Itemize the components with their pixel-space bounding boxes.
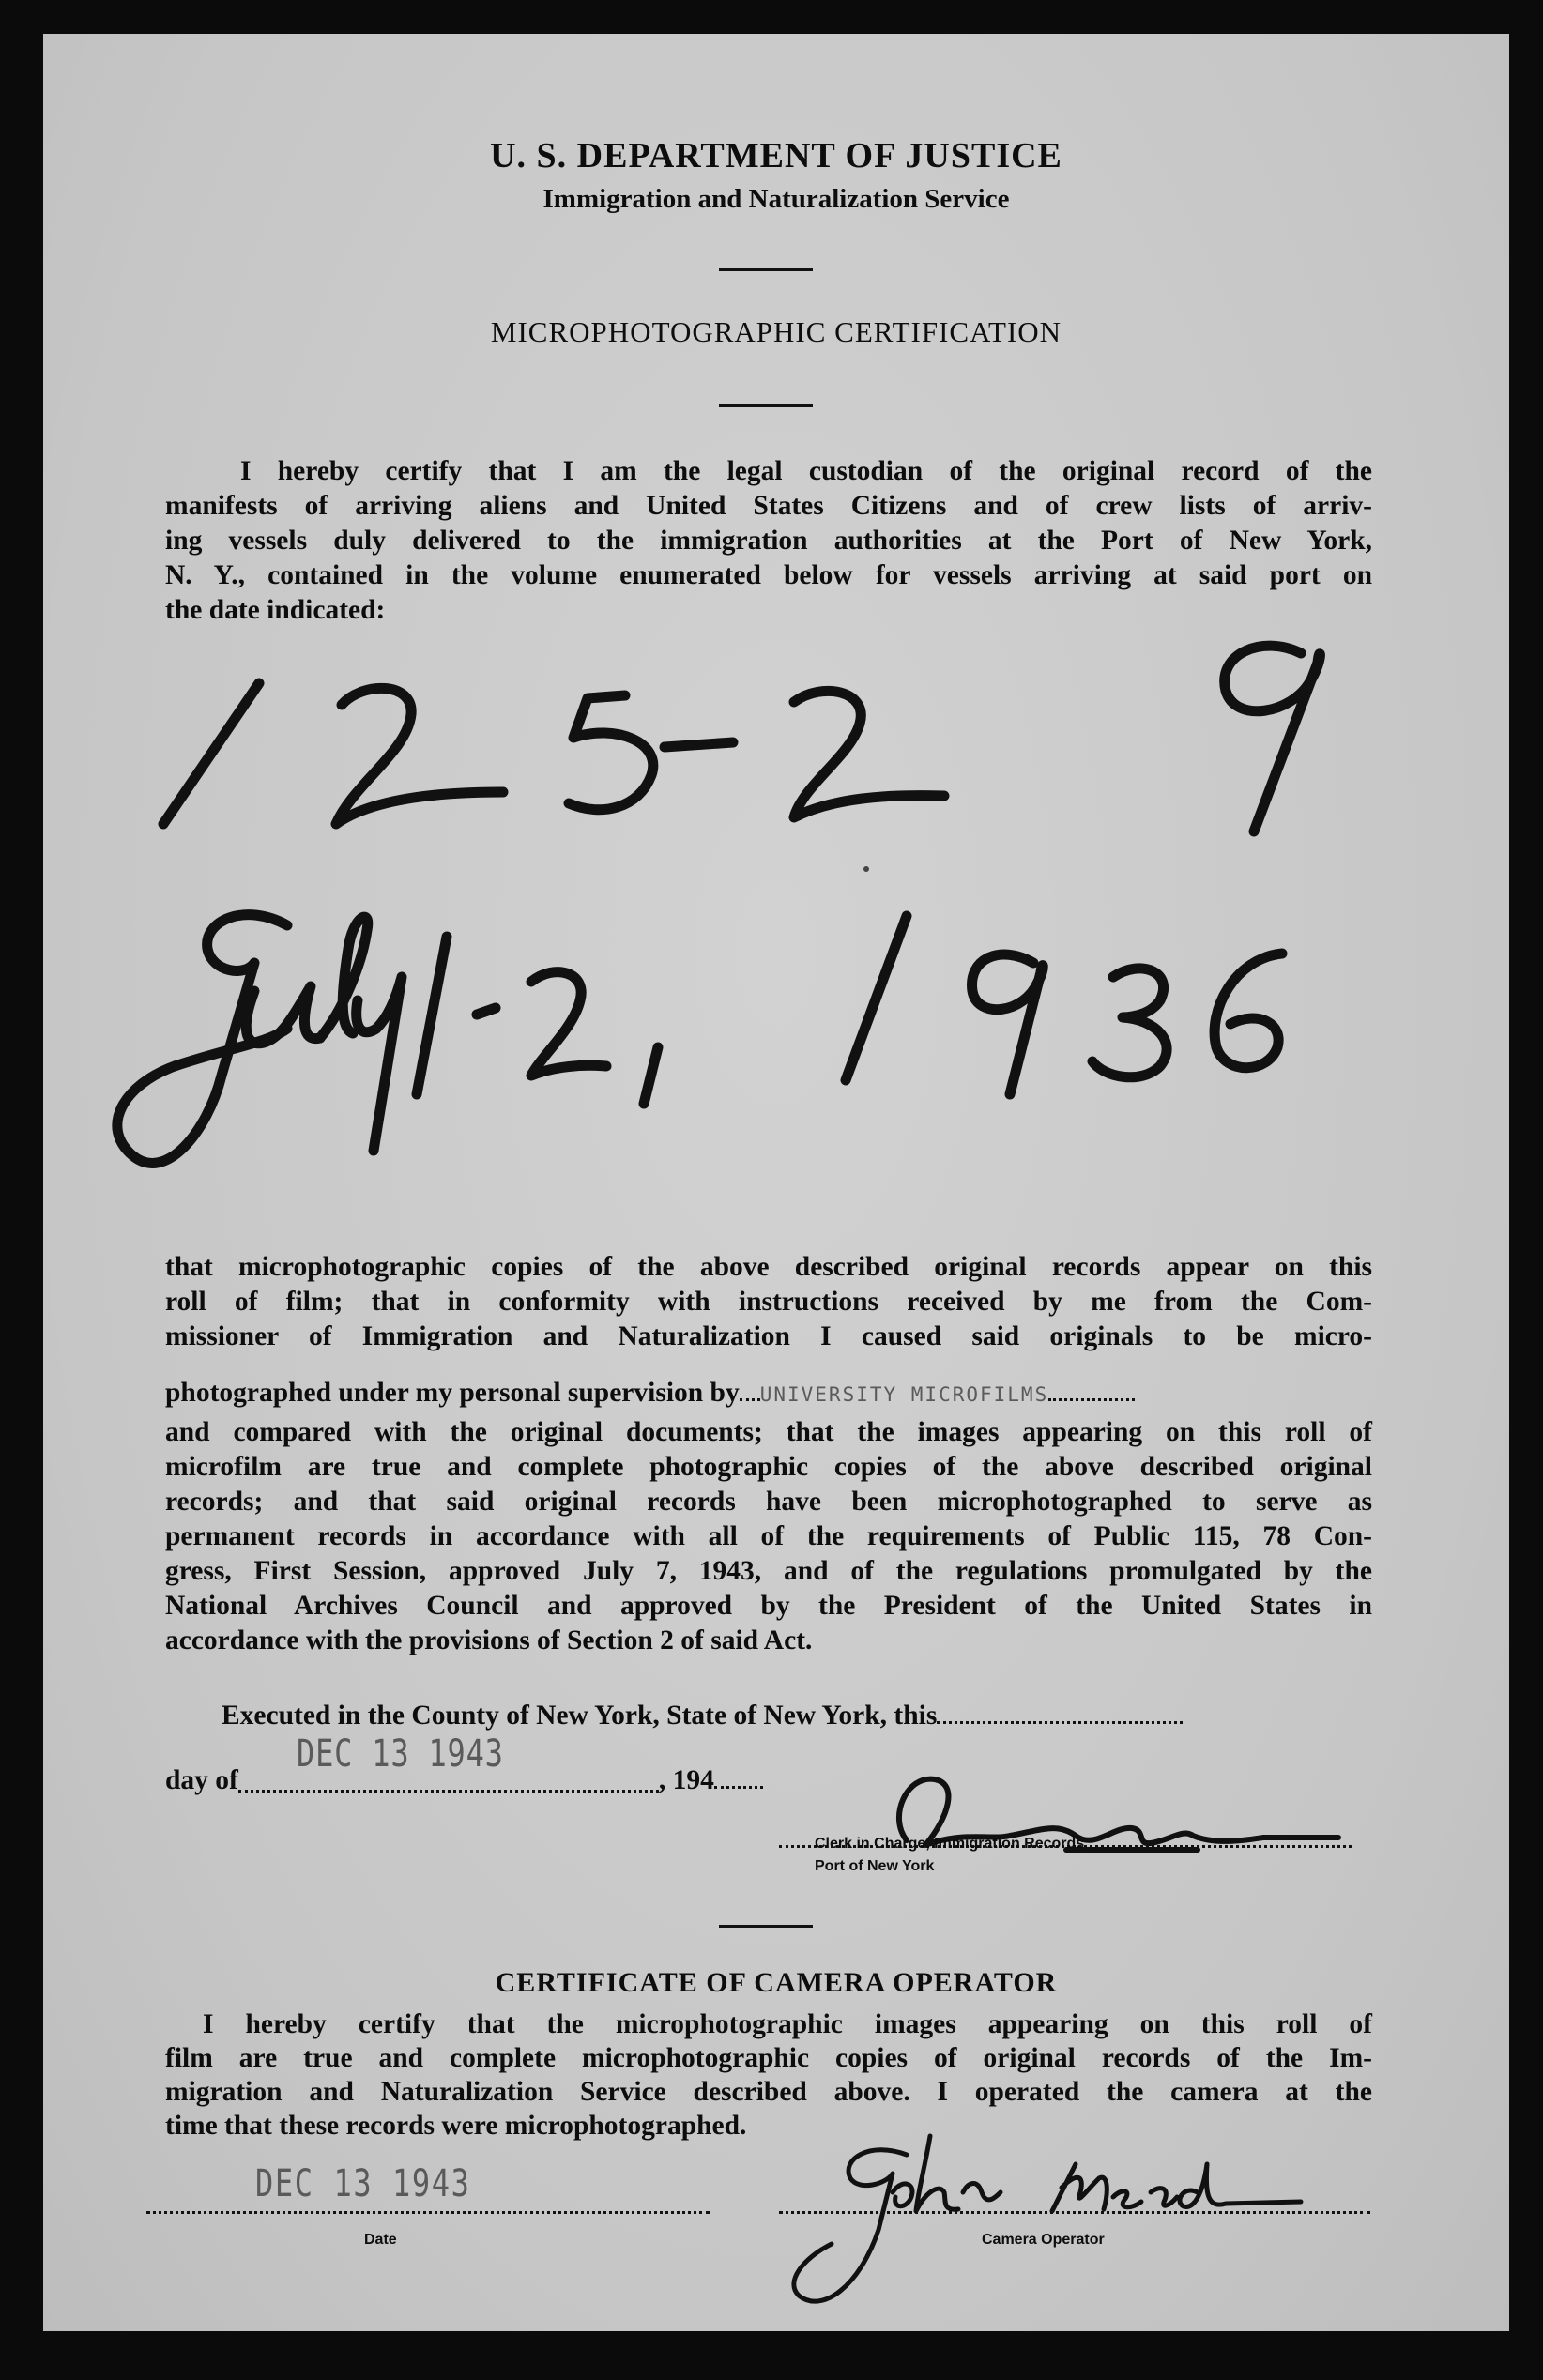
- body-line: records; and that said original records have been microphotographed to serve as: [165, 1487, 1372, 1517]
- body-line: microfilm are true and complete photographic copies of the above described original: [165, 1452, 1372, 1482]
- body-line: permanent records in accordance with all of the requirements of Public 115, 78 Con-: [165, 1521, 1372, 1551]
- operator-date-stamp: DEC 13 1943: [255, 2162, 471, 2205]
- clerk-title: Clerk in Charge, Immigration Records: [815, 1836, 1085, 1852]
- body-line: National Archives Council and approved by the President of the United States in: [165, 1591, 1372, 1621]
- body-line: roll of film; that in conformity with instructions received by me from the Com-: [165, 1287, 1372, 1317]
- date-label: Date: [364, 2232, 397, 2248]
- executed-text: Executed in the County of New York, State of New York, this: [222, 1701, 938, 1731]
- operator-line: I hereby certify that the microphotographic images appearing on this roll of: [203, 2009, 1372, 2039]
- operator-line: film are true and complete microphotographic copies of original records of the Im-: [165, 2043, 1372, 2073]
- camera-operator-signature: [43, 34, 1509, 2331]
- intro-line: ing vessels duly delivered to the immigration authorities at the Port of New York,: [165, 526, 1372, 556]
- intro-line: manifests of arriving aliens and United States Citizens and of crew lists of arriv-: [165, 491, 1372, 521]
- supervision-prefix: photographed under my personal supervision by: [165, 1378, 740, 1408]
- operator-line: time that these records were microphotographed.: [165, 2111, 747, 2141]
- camera-operator-title: CERTIFICATE OF CAMERA OPERATOR: [495, 1967, 1058, 1998]
- operator-line: migration and Naturalization Service described above. I operated the camera at the: [165, 2077, 1372, 2107]
- day-of-label: day of: [165, 1765, 238, 1795]
- department-heading: U. S. DEPARTMENT OF JUSTICE: [490, 136, 1062, 175]
- year-prefix: , 194: [658, 1765, 714, 1795]
- body-line: accordance with the provisions of Section 2 of said Act.: [165, 1625, 813, 1655]
- intro-line: N. Y., contained in the volume enumerated below for vessels arriving at said port on: [165, 560, 1372, 590]
- body-line: and compared with the original documents; that the images appearing on this roll of: [165, 1417, 1372, 1447]
- date-stamp: DEC 13 1943: [296, 1732, 504, 1776]
- supervisor-stamp: UNIVERSITY MICROFILMS: [759, 1383, 1049, 1406]
- certificate-page: [43, 34, 1509, 2331]
- camera-operator-label: Camera Operator: [982, 2232, 1105, 2248]
- body-line: missioner of Immigration and Naturalization I caused said originals to be micro-: [165, 1321, 1372, 1351]
- clerk-port: Port of New York: [815, 1858, 935, 1874]
- intro-line: I hereby certify that I am the legal custodian of the original record of the: [240, 456, 1372, 486]
- body-line: that microphotographic copies of the above described original records appear on this: [165, 1252, 1372, 1282]
- body-line: gress, First Session, approved July 7, 1943, and of the regulations promulgated by the: [165, 1556, 1372, 1586]
- certification-title: MICROPHOTOGRAPHIC CERTIFICATION: [490, 315, 1062, 348]
- intro-line: the date indicated:: [165, 595, 386, 625]
- service-subheading: Immigration and Naturalization Service: [542, 184, 1010, 214]
